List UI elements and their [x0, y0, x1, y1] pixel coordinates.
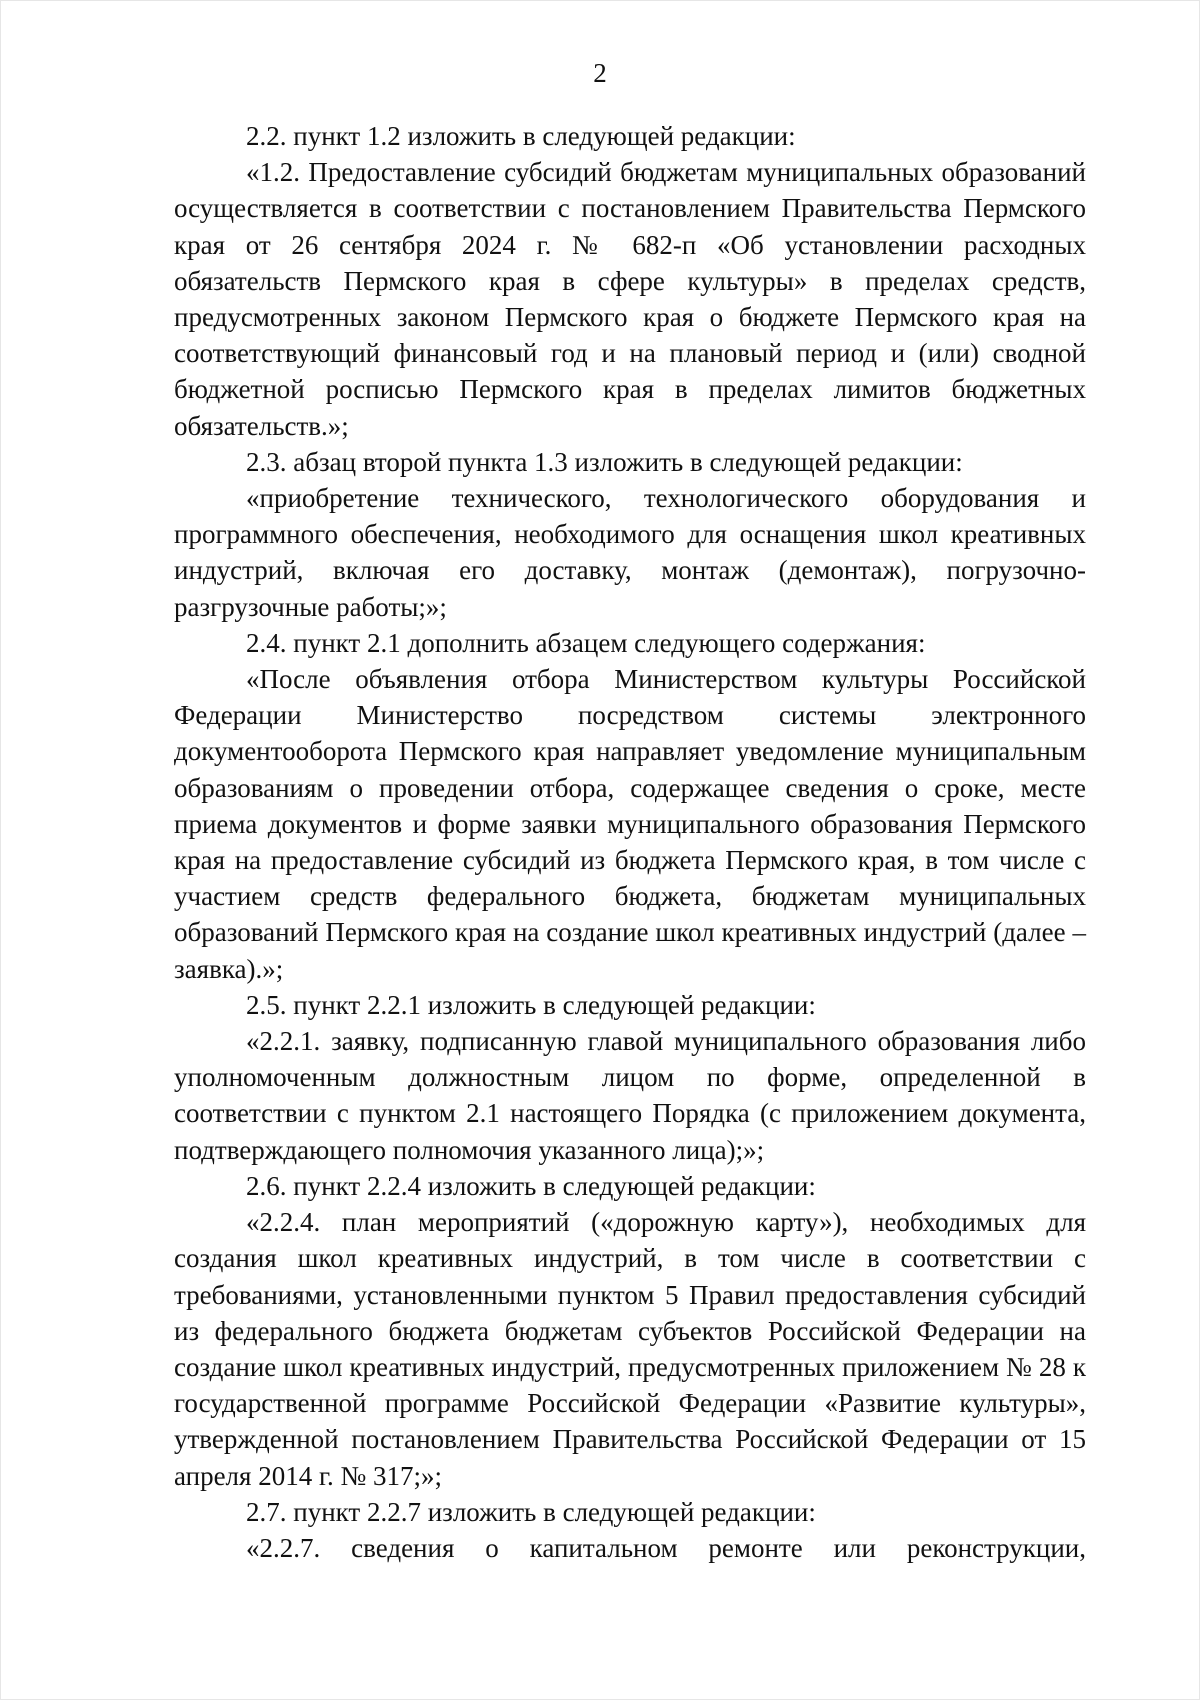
paragraph-2-7-heading: 2.7. пункт 2.2.7 изложить в следующей редакции:: [246, 1496, 816, 1527]
paragraph-2-4-heading: 2.4. пункт 2.1 дополнить абзацем следующего содержания:: [246, 627, 926, 658]
paragraph-2-1-text: «После объявления отбора Министерством культуры Российской Федерации Министерство посредством системы электронного документооборота Пермского края направляет уведомление муниципальным образованиям о проведении отбора, содержащее сведения о сроке, месте приема документов и форме заявки муниципального образования Пермского края на предоставление субсидий из бюджета Пермского края, в том числе с участием средств федерального бюджета, бюджетам муниципальных образований Пермского края на создание школ креативных индустрий (далее – заявка).»;: [174, 664, 1086, 984]
document-body: [174, 118, 1086, 1566]
paragraph-2-2-4-text: «2.2.4. план мероприятий («дорожную карту»), необходимых для создания школ креативных индустрий, в том числе в соответствии с требованиями, установленными пунктом 5 Правил предоставления субсидий из федерального бюджета бюджетам субъектов Российской Федерации на создание школ креативных индустрий, предусмотренных приложением № 28 к государственной программе Российской Федерации «Развитие культуры», утвержденной постановлением Правительства Российской Федерации от 15 апреля 2014 г. № 317;»;: [174, 1207, 1086, 1491]
paragraph-2-2-1-text: «2.2.1. заявку, подписанную главой муниципального образования либо уполномоченным должностным лицом по форме, определенной в соответствии с пунктом 2.1 настоящего Порядка (с приложением документа, подтверждающего полномочия указанного лица);»;: [174, 1026, 1086, 1165]
paragraph-2-2-heading: 2.2. пункт 1.2 изложить в следующей редакции:: [246, 121, 796, 151]
paragraph-2-6-heading: 2.6. пункт 2.2.4 изложить в следующей редакции:: [246, 1170, 816, 1201]
paragraph-1-3-text: «приобретение технического, технологического оборудования и программного обеспечения, необходимого для оснащения школ креативных индустрий, включая его доставку, монтаж (демонтаж), погрузочно-разгрузочные работы;»;: [174, 483, 1086, 622]
paragraph-2-5-heading: 2.5. пункт 2.2.1 изложить в следующей редакции:: [246, 989, 816, 1020]
page-number: 2: [593, 58, 607, 88]
paragraph-1-2-text: «1.2. Предоставление субсидий бюджетам муниципальных образований осуществляется в соответствии с постановлением Правительства Пермского края от 26 сентября 2024 г. № 682-п «Об установлении расходных обязательств Пермского края в сфере культуры» в пределах средств, предусмотренных законом Пермского края о бюджете Пермского края на соответствующий финансовый год и на плановый период и (или) сводной бюджетной росписью Пермского края в пределах лимитов бюджетных обязательств.»;: [174, 157, 1086, 441]
paragraph-2-2-7-text: «2.2.7. сведения о капитальном ремонте или реконструкции,: [246, 1532, 1086, 1563]
paragraph-2-3-heading: 2.3. абзац второй пункта 1.3 изложить в следующей редакции:: [246, 446, 963, 477]
